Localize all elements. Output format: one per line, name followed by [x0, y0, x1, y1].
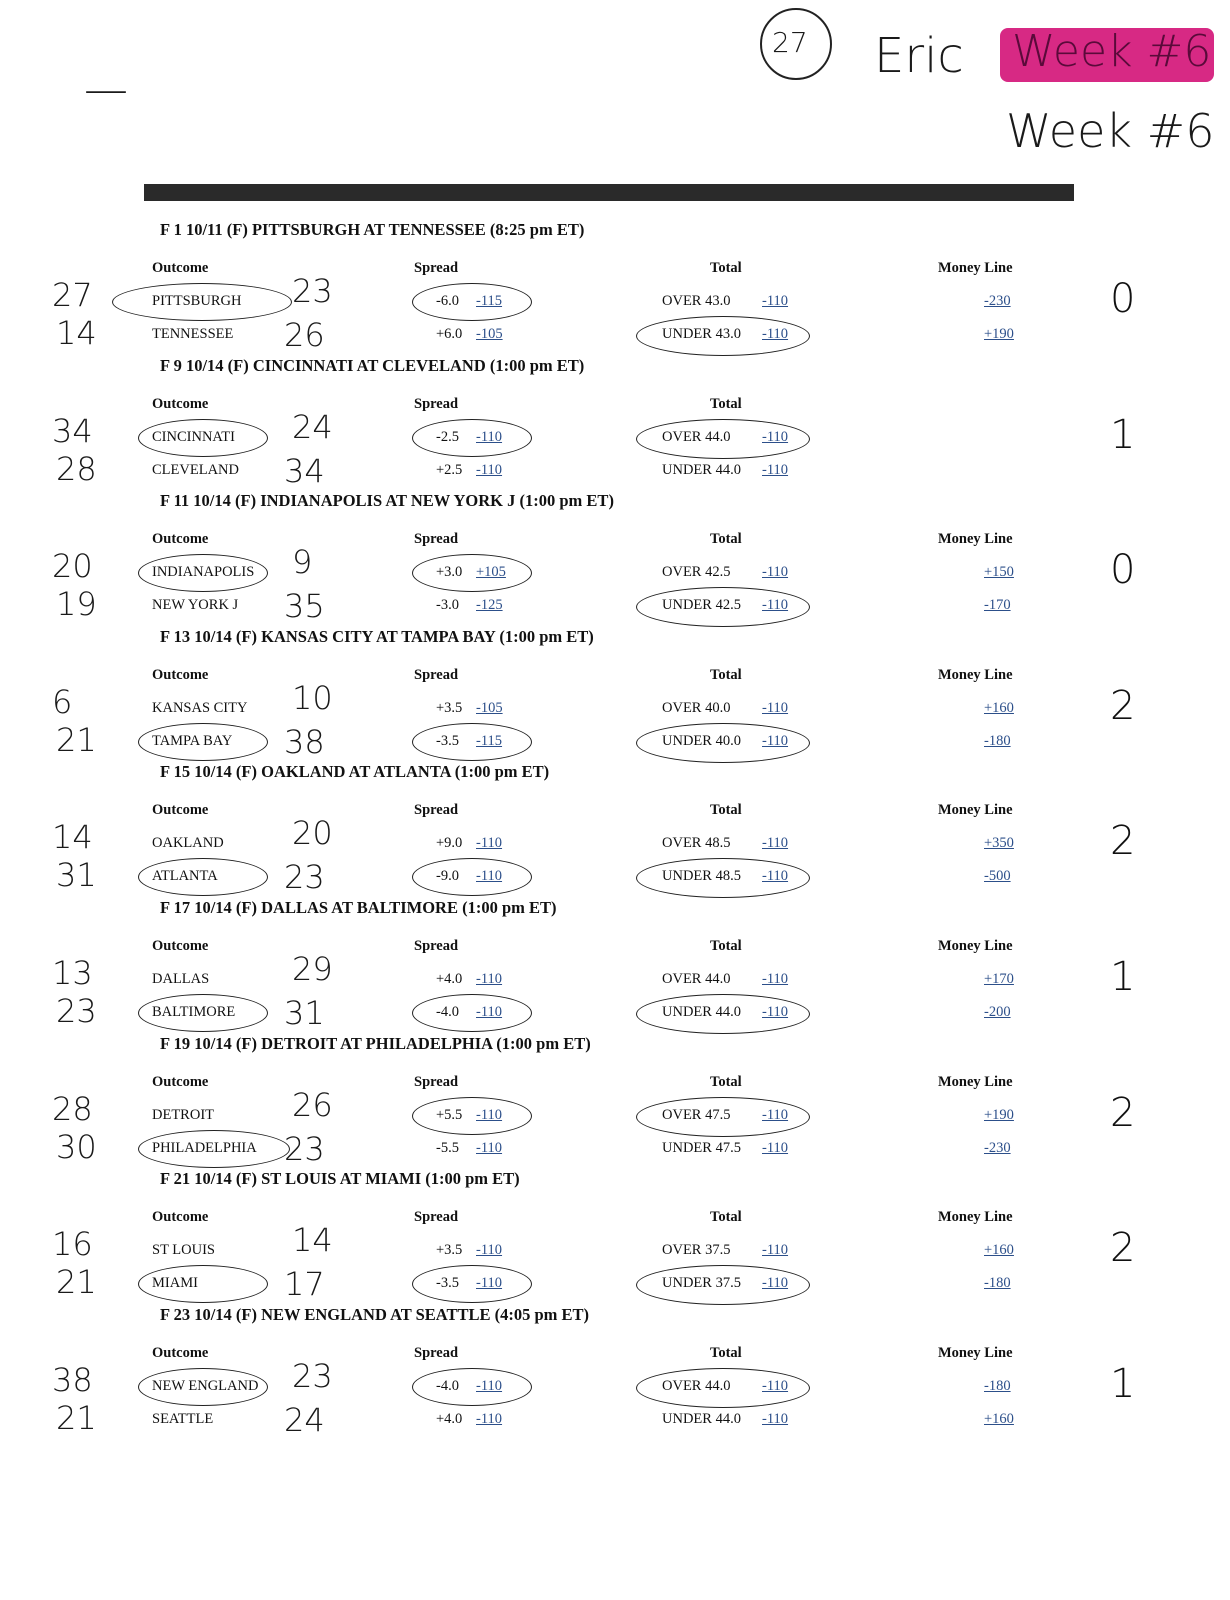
header-bar: [144, 184, 1074, 201]
spread-odds-link[interactable]: -110: [476, 971, 503, 987]
handwritten-left-score: 21: [56, 720, 97, 759]
total-value: UNDER 40.0: [662, 732, 741, 749]
pick-circle-team: [112, 283, 292, 321]
handwritten-left-score: 34: [52, 411, 93, 450]
spread-odds-link[interactable]: -110: [476, 1410, 503, 1427]
handwritten-left-score: 21: [56, 1398, 97, 1437]
dash-mark: —: [84, 64, 128, 115]
total-odds-link[interactable]: -110: [762, 699, 789, 716]
total-odds-link[interactable]: -110: [762, 326, 789, 342]
game-block: [0, 220, 1230, 355]
spread-odds-link[interactable]: -110: [476, 1377, 503, 1394]
handwritten-final-score: 9: [292, 543, 313, 582]
handwritten-left-score: 13: [52, 954, 93, 992]
total-odds-link[interactable]: -110: [762, 293, 789, 309]
total-header: Total: [710, 260, 742, 276]
team-name: TAMPA BAY: [152, 732, 233, 749]
total-odds-link[interactable]: -110: [762, 1004, 789, 1020]
spread-odds-link[interactable]: -110: [476, 461, 503, 478]
handwritten-final-score: 10: [292, 678, 333, 717]
game-title: F 15 10/14 (F) OAKLAND AT ATLANTA (1:00 pm ET): [160, 762, 550, 782]
total-odds-link[interactable]: -110: [762, 971, 789, 987]
spread-header: Spread: [414, 395, 459, 412]
spread-header: Spread: [414, 1209, 459, 1226]
pick-circle-spread: [412, 554, 532, 592]
outcome-header: Outcome: [152, 395, 209, 412]
handwritten-final-score: 23: [292, 1356, 333, 1395]
circled-number-text: 27: [772, 26, 808, 59]
total-value: UNDER 44.0: [662, 1410, 741, 1427]
spread-odds-link[interactable]: -115: [476, 293, 503, 309]
total-odds-link[interactable]: -110: [762, 1139, 789, 1156]
handwritten-final-score: 23: [284, 1129, 325, 1168]
game-title: F 17 10/14 (F) DALLAS AT BALTIMORE (1:00 pm ET): [160, 898, 557, 917]
spread-value: -3.0: [436, 597, 459, 614]
money-line-link[interactable]: +190: [984, 326, 1014, 342]
spread-odds-link[interactable]: -110: [476, 868, 503, 885]
money-line-header: Money Line: [938, 260, 1013, 276]
spread-header: Spread: [414, 1073, 459, 1090]
total-value: UNDER 44.0: [662, 1004, 741, 1020]
spread-odds-link[interactable]: +105: [476, 564, 506, 581]
handwritten-left-score: 28: [56, 449, 97, 488]
handwritten-final-score: 31: [284, 994, 325, 1032]
total-value: UNDER 48.5: [662, 868, 741, 885]
spread-odds-link[interactable]: -110: [476, 1139, 503, 1156]
spread-odds-link[interactable]: -110: [476, 1275, 503, 1292]
money-line-link[interactable]: -180: [984, 1377, 1011, 1394]
spread-value: -5.5: [436, 1139, 459, 1156]
spread-odds-link[interactable]: -105: [476, 326, 503, 342]
pick-circle-spread: [412, 723, 532, 761]
team-name: DALLAS: [152, 971, 210, 987]
outcome-header: Outcome: [152, 802, 209, 819]
team-name: PITTSBURGH: [152, 293, 242, 309]
handwritten-left-score: 21: [56, 1263, 97, 1302]
outcome-header: Outcome: [152, 1344, 209, 1361]
total-odds-link[interactable]: -110: [762, 732, 789, 749]
handwritten-left-score: 28: [52, 1089, 93, 1128]
total-header: Total: [710, 938, 742, 954]
total-value: OVER 44.0: [662, 971, 731, 987]
game-title: F 1 10/11 (F) PITTSBURGH AT TENNESSEE (8:25 pm ET): [160, 220, 585, 239]
handwritten-left-score: 14: [52, 818, 93, 857]
total-value: OVER 40.0: [662, 699, 731, 716]
total-value: OVER 47.5: [662, 1106, 731, 1123]
total-odds-link[interactable]: -110: [762, 564, 789, 581]
total-value: OVER 44.0: [662, 1377, 731, 1394]
handwritten-result: 2: [1110, 1089, 1136, 1136]
outcome-header: Outcome: [152, 260, 209, 276]
total-value: OVER 37.5: [662, 1242, 731, 1259]
game-title: F 13 10/14 (F) KANSAS CITY AT TAMPA BAY (1:00 pm ET): [160, 626, 594, 646]
spread-header: Spread: [414, 802, 459, 819]
pick-circle-team: [138, 554, 268, 592]
crossed-week-label: Week #6: [1012, 26, 1212, 77]
spread-value: -3.5: [436, 732, 459, 749]
total-odds-link[interactable]: -110: [762, 868, 789, 885]
team-name: SEATTLE: [152, 1410, 214, 1427]
total-header: Total: [710, 1209, 742, 1226]
total-value: UNDER 44.0: [662, 461, 741, 478]
spread-odds-link[interactable]: -105: [476, 699, 503, 716]
handwritten-left-score: 6: [52, 682, 73, 721]
team-name: TENNESSEE: [152, 326, 234, 342]
spread-value: -4.0: [436, 1004, 459, 1020]
money-line-header: Money Line: [938, 1073, 1013, 1090]
pick-circle-spread: [412, 858, 532, 896]
spread-header: Spread: [414, 938, 459, 954]
total-odds-link[interactable]: -110: [762, 1377, 789, 1394]
spread-odds-link[interactable]: -110: [476, 428, 503, 445]
game-block: [0, 1169, 1230, 1304]
pick-circle-spread: [412, 1368, 532, 1406]
spread-value: -6.0: [436, 293, 459, 309]
money-line-link[interactable]: +170: [984, 971, 1014, 987]
spread-value: -2.5: [436, 428, 459, 445]
team-name: CINCINNATI: [152, 428, 235, 445]
pick-circle-total: [636, 723, 810, 763]
total-odds-link[interactable]: -110: [762, 1242, 789, 1259]
outcome-header: Outcome: [152, 938, 209, 954]
total-value: UNDER 43.0: [662, 326, 741, 342]
outcome-header: Outcome: [152, 1073, 209, 1090]
handwritten-final-score: 23: [292, 272, 333, 310]
spread-value: +3.5: [436, 1242, 463, 1259]
handwritten-name: Eric: [874, 28, 964, 84]
pick-circle-total: [636, 419, 810, 459]
game-title: F 11 10/14 (F) INDIANAPOLIS AT NEW YORK J (1:00 pm ET): [160, 491, 614, 511]
handwritten-final-score: 26: [292, 1085, 333, 1124]
handwritten-final-score: 24: [284, 1400, 325, 1439]
handwritten-left-score: 31: [56, 856, 97, 895]
handwritten-result: 2: [1110, 682, 1136, 729]
pick-circle-spread: [412, 994, 532, 1032]
money-line-link[interactable]: +190: [984, 1106, 1014, 1123]
money-line-header: Money Line: [938, 938, 1013, 954]
team-name: PHILADELPHIA: [152, 1139, 257, 1156]
total-header: Total: [710, 1073, 742, 1090]
pick-circle-total: [636, 316, 810, 356]
money-line-link[interactable]: +350: [984, 835, 1014, 852]
money-line-link[interactable]: -230: [984, 1139, 1011, 1156]
handwritten-left-score: 14: [56, 314, 97, 352]
money-line-header: Money Line: [938, 1209, 1013, 1226]
money-line-header: Money Line: [938, 531, 1013, 548]
total-odds-link[interactable]: -110: [762, 597, 789, 614]
handwritten-left-score: 19: [56, 585, 97, 624]
spread-value: +4.0: [436, 1410, 463, 1427]
total-value: UNDER 37.5: [662, 1275, 741, 1292]
game-block: [0, 491, 1230, 626]
pick-circle-spread: [412, 1265, 532, 1303]
pick-circle-total: [636, 587, 810, 627]
team-name: CLEVELAND: [152, 461, 239, 478]
team-name: NEW YORK J: [152, 597, 239, 614]
pick-circle-team: [138, 1265, 268, 1303]
team-name: DETROIT: [152, 1106, 215, 1123]
total-odds-link[interactable]: -110: [762, 1106, 789, 1123]
spread-value: +4.0: [436, 971, 463, 987]
total-header: Total: [710, 395, 742, 412]
outcome-header: Outcome: [152, 666, 209, 683]
spread-value: +2.5: [436, 461, 463, 478]
total-odds-link[interactable]: -110: [762, 1410, 789, 1427]
team-name: NEW ENGLAND: [152, 1377, 259, 1394]
total-value: UNDER 42.5: [662, 597, 741, 614]
pick-circle-total: [636, 1265, 810, 1305]
handwritten-result: 1: [1110, 411, 1136, 458]
money-line-link[interactable]: -170: [984, 597, 1011, 614]
pick-circle-team: [138, 419, 268, 457]
money-line-link[interactable]: -180: [984, 732, 1011, 749]
total-odds-link[interactable]: -110: [762, 835, 789, 852]
handwritten-result: 1: [1110, 1360, 1136, 1407]
money-line-link[interactable]: +160: [984, 699, 1014, 716]
handwritten-left-score: 30: [56, 1127, 97, 1166]
spread-value: +5.5: [436, 1106, 463, 1123]
team-name: KANSAS CITY: [152, 699, 248, 716]
spread-odds-link[interactable]: -125: [476, 597, 503, 614]
handwritten-result: 0: [1110, 276, 1136, 322]
spread-value: -3.5: [436, 1275, 459, 1292]
spread-value: -9.0: [436, 868, 459, 885]
game-block: [0, 1305, 1230, 1440]
handwritten-left-score: 27: [52, 276, 93, 314]
spread-value: +6.0: [436, 326, 463, 342]
spread-value: +3.0: [436, 564, 463, 581]
pick-circle-spread: [412, 283, 532, 321]
handwritten-final-score: 34: [284, 451, 325, 490]
total-header: Total: [710, 802, 742, 819]
game-title: F 19 10/14 (F) DETROIT AT PHILADELPHIA (1:00 pm ET): [160, 1033, 591, 1053]
total-odds-link[interactable]: -110: [762, 428, 789, 445]
team-name: BALTIMORE: [152, 1004, 236, 1020]
pick-circle-total: [636, 994, 810, 1034]
handwritten-left-score: 20: [52, 547, 93, 586]
handwritten-result: 1: [1110, 954, 1136, 1000]
total-header: Total: [710, 531, 742, 548]
handwritten-final-score: 29: [292, 950, 333, 988]
handwritten-result: 2: [1110, 818, 1136, 865]
pick-circle-team: [138, 723, 268, 761]
total-header: Total: [710, 666, 742, 683]
money-line-header: Money Line: [938, 666, 1013, 683]
handwritten-final-score: 23: [284, 858, 325, 897]
spread-value: +3.5: [436, 699, 463, 716]
handwritten-final-score: 14: [292, 1221, 333, 1260]
total-value: OVER 42.5: [662, 564, 731, 581]
spread-value: +9.0: [436, 835, 463, 852]
total-value: OVER 43.0: [662, 293, 731, 309]
money-line-link[interactable]: +160: [984, 1242, 1014, 1259]
handwritten-left-score: 16: [52, 1225, 93, 1264]
money-line-link[interactable]: +150: [984, 564, 1014, 581]
total-odds-link[interactable]: -110: [762, 1275, 789, 1292]
pick-circle-team: [138, 1368, 268, 1406]
total-odds-link[interactable]: -110: [762, 461, 789, 478]
team-name: ATLANTA: [152, 868, 218, 885]
money-line-header: Money Line: [938, 1344, 1013, 1361]
spread-header: Spread: [414, 666, 459, 683]
handwritten-left-score: 23: [56, 992, 97, 1030]
game-title: F 9 10/14 (F) CINCINNATI AT CLEVELAND (1:00 pm ET): [160, 355, 585, 375]
handwritten-result: 2: [1110, 1225, 1136, 1272]
handwritten-result: 0: [1110, 547, 1136, 594]
team-name: INDIANAPOLIS: [152, 564, 255, 581]
game-block: [0, 356, 1230, 491]
handwritten-final-score: 35: [284, 587, 325, 626]
pick-circle-team: [138, 1130, 290, 1168]
spread-odds-link[interactable]: -110: [476, 835, 503, 852]
handwritten-final-score: 24: [292, 407, 333, 446]
money-line-link[interactable]: -200: [984, 1004, 1011, 1020]
spread-value: -4.0: [436, 1377, 459, 1394]
game-title: F 23 10/14 (F) NEW ENGLAND AT SEATTLE (4:05 pm ET): [160, 1304, 590, 1324]
pick-circle-total: [636, 858, 810, 898]
pick-circle-team: [138, 994, 268, 1032]
total-value: OVER 44.0: [662, 428, 731, 445]
handwritten-final-score: 17: [284, 1265, 325, 1304]
outcome-header: Outcome: [152, 1209, 209, 1226]
money-line-header: Money Line: [938, 802, 1013, 819]
pick-circle-team: [138, 858, 268, 896]
money-line-link[interactable]: -230: [984, 293, 1011, 309]
handwritten-final-score: 26: [284, 316, 325, 354]
spread-odds-link[interactable]: -115: [476, 732, 503, 749]
outcome-header: Outcome: [152, 531, 209, 548]
team-name: MIAMI: [152, 1275, 198, 1292]
total-value: UNDER 47.5: [662, 1139, 741, 1156]
handwritten-final-score: 20: [292, 814, 333, 853]
spread-header: Spread: [414, 1344, 459, 1361]
spread-header: Spread: [414, 531, 459, 548]
spread-odds-link[interactable]: -110: [476, 1004, 503, 1020]
team-name: OAKLAND: [152, 835, 224, 852]
spread-odds-link[interactable]: -110: [476, 1242, 503, 1259]
money-line-link[interactable]: -500: [984, 868, 1011, 885]
total-header: Total: [710, 1344, 742, 1361]
team-name: ST LOUIS: [152, 1242, 215, 1259]
money-line-link[interactable]: -180: [984, 1275, 1011, 1292]
spread-header: Spread: [414, 260, 459, 276]
game-block: [0, 762, 1230, 897]
spread-odds-link[interactable]: -110: [476, 1106, 503, 1123]
week-label: Week #6: [1006, 104, 1215, 158]
circled-number: [760, 8, 832, 80]
pick-circle-spread: [412, 1097, 532, 1135]
money-line-link[interactable]: +160: [984, 1410, 1014, 1427]
game-block: [0, 1034, 1230, 1169]
handwritten-left-score: 38: [52, 1360, 93, 1399]
total-value: OVER 48.5: [662, 835, 731, 852]
game-title: F 21 10/14 (F) ST LOUIS AT MIAMI (1:00 pm ET): [160, 1169, 520, 1189]
pick-circle-total: [636, 1368, 810, 1408]
handwritten-final-score: 38: [284, 722, 325, 761]
pick-circle-spread: [412, 419, 532, 457]
game-block: [0, 898, 1230, 1033]
pick-circle-total: [636, 1097, 810, 1137]
game-block: [0, 627, 1230, 762]
